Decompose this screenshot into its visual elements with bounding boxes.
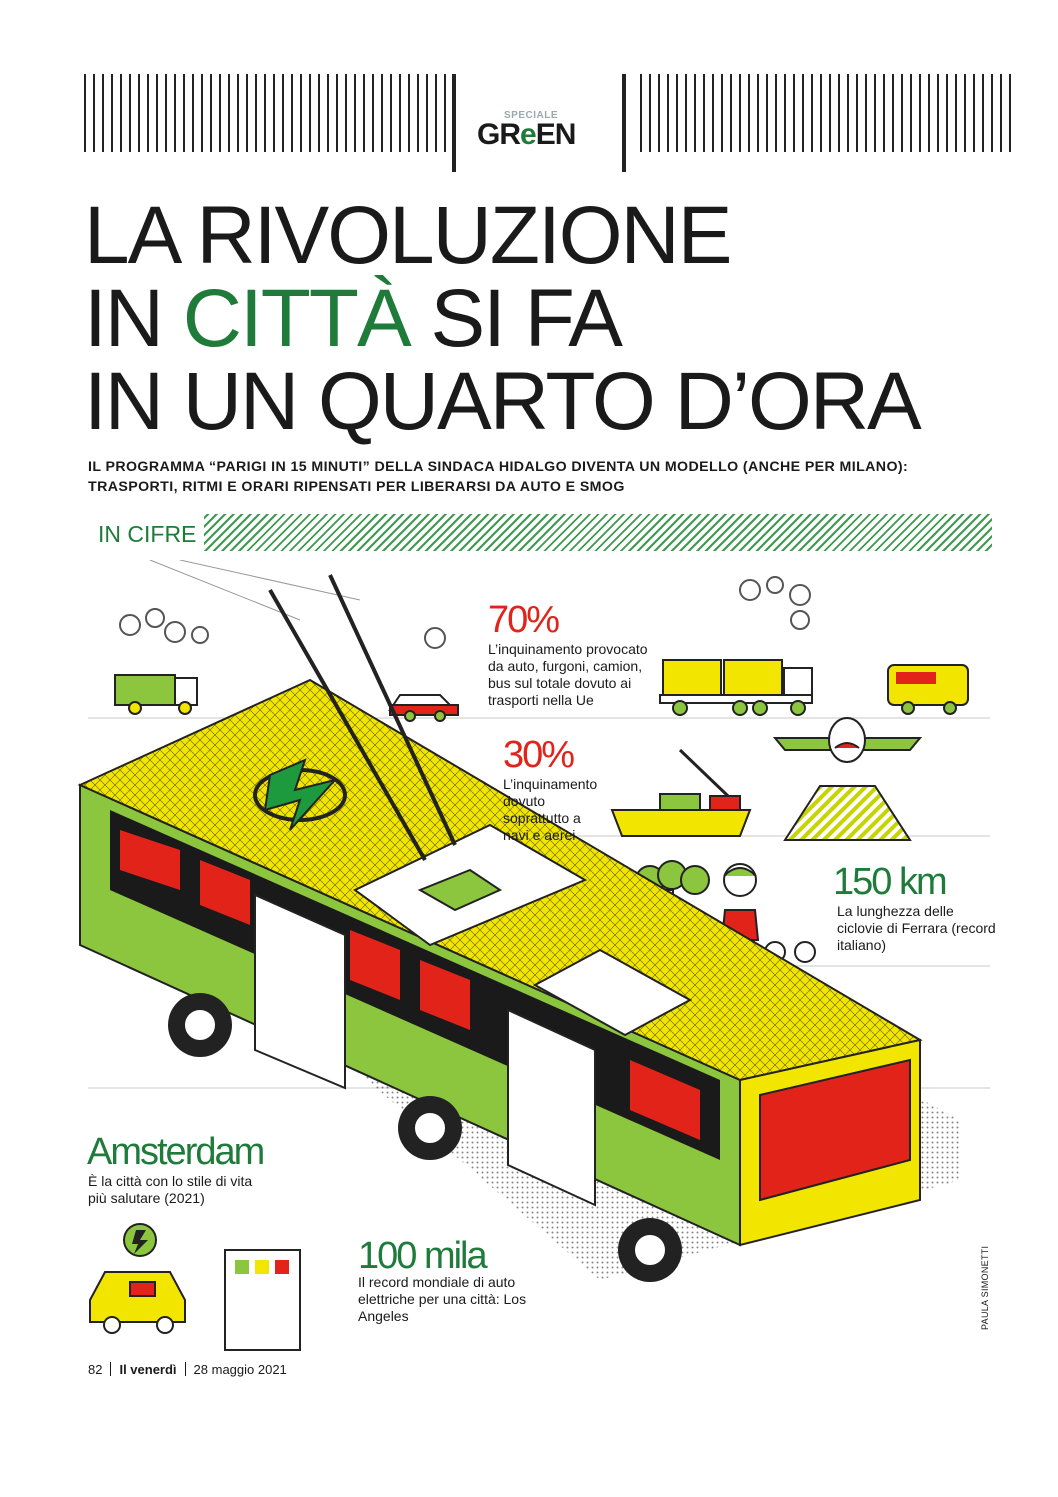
- stat-30-text: L’inquinamento dovuto soprattutto a navi e aerei: [503, 776, 598, 843]
- headline-line3: IN UN QUARTO D’ORA: [84, 356, 920, 447]
- green-logo: GReEN: [477, 118, 576, 151]
- subheadline: IL PROGRAMMA “PARIGI IN 15 MINUTI” DELLA SINDACA HIDALGO DIVENTA UN MODELLO (ANCHE PER MILANO): TRASPORTI, RITMI E ORARI RIPENSATI PER LIBERARSI DA AUTO E SMOG: [88, 459, 909, 495]
- headline: [84, 190, 920, 447]
- header-divider-right: [622, 74, 626, 172]
- headline-line1: LA RIVOLUZIONE: [84, 190, 731, 281]
- stat-100mila-text: Il record mondiale di auto elettriche per una città: Los Angeles: [358, 1274, 527, 1324]
- stat-30-value: 30%: [503, 734, 574, 776]
- smoke-icon: [120, 577, 810, 648]
- stat-amsterdam-text: È la città con lo stile di vita più salutare (2021): [88, 1173, 253, 1206]
- section-hatch-bar: [88, 514, 992, 551]
- headline-line2a: IN: [84, 273, 183, 364]
- headline-citta: CITTÀ: [182, 273, 410, 364]
- airplane-icon: [775, 718, 920, 840]
- illustration-credit: PAULA SIMONETTI: [980, 1245, 990, 1330]
- page-footer: [88, 1362, 287, 1377]
- issue-date: 28 maggio 2021: [193, 1362, 287, 1377]
- wire-1: [150, 560, 300, 620]
- small-bus-icon: [888, 665, 968, 714]
- charging-station-icon: [225, 1250, 300, 1350]
- header-divider-left: [452, 74, 456, 172]
- dump-truck-icon: [115, 675, 197, 714]
- stat-150-value: 150 km: [833, 861, 946, 903]
- header-rule-left: [84, 74, 462, 152]
- ship-icon: [612, 750, 750, 836]
- stat-70-value: 70%: [488, 599, 559, 641]
- header-rule-right: [640, 74, 1018, 152]
- stat-150-text: La lunghezza delle ciclovie di Ferrara (record italiano): [837, 903, 996, 953]
- speciale-label: SPECIALE: [504, 110, 559, 121]
- section-label: IN CIFRE: [88, 514, 204, 551]
- electric-car-icon: [90, 1224, 185, 1333]
- page-number: 82: [88, 1362, 103, 1377]
- container-truck-icon: [660, 660, 812, 715]
- stat-70-text: L’inquinamento provocato da auto, furgoni, camion, bus sul totale dovuto ai trasporti nella Ue: [488, 641, 648, 708]
- headline-line2c: SI FA: [409, 273, 621, 364]
- car-icon: [390, 695, 458, 721]
- stat-100mila-value: 100 mila: [358, 1235, 486, 1277]
- stat-amsterdam-value: Amsterdam: [87, 1131, 264, 1173]
- magazine-name: Il venerdì: [119, 1362, 177, 1377]
